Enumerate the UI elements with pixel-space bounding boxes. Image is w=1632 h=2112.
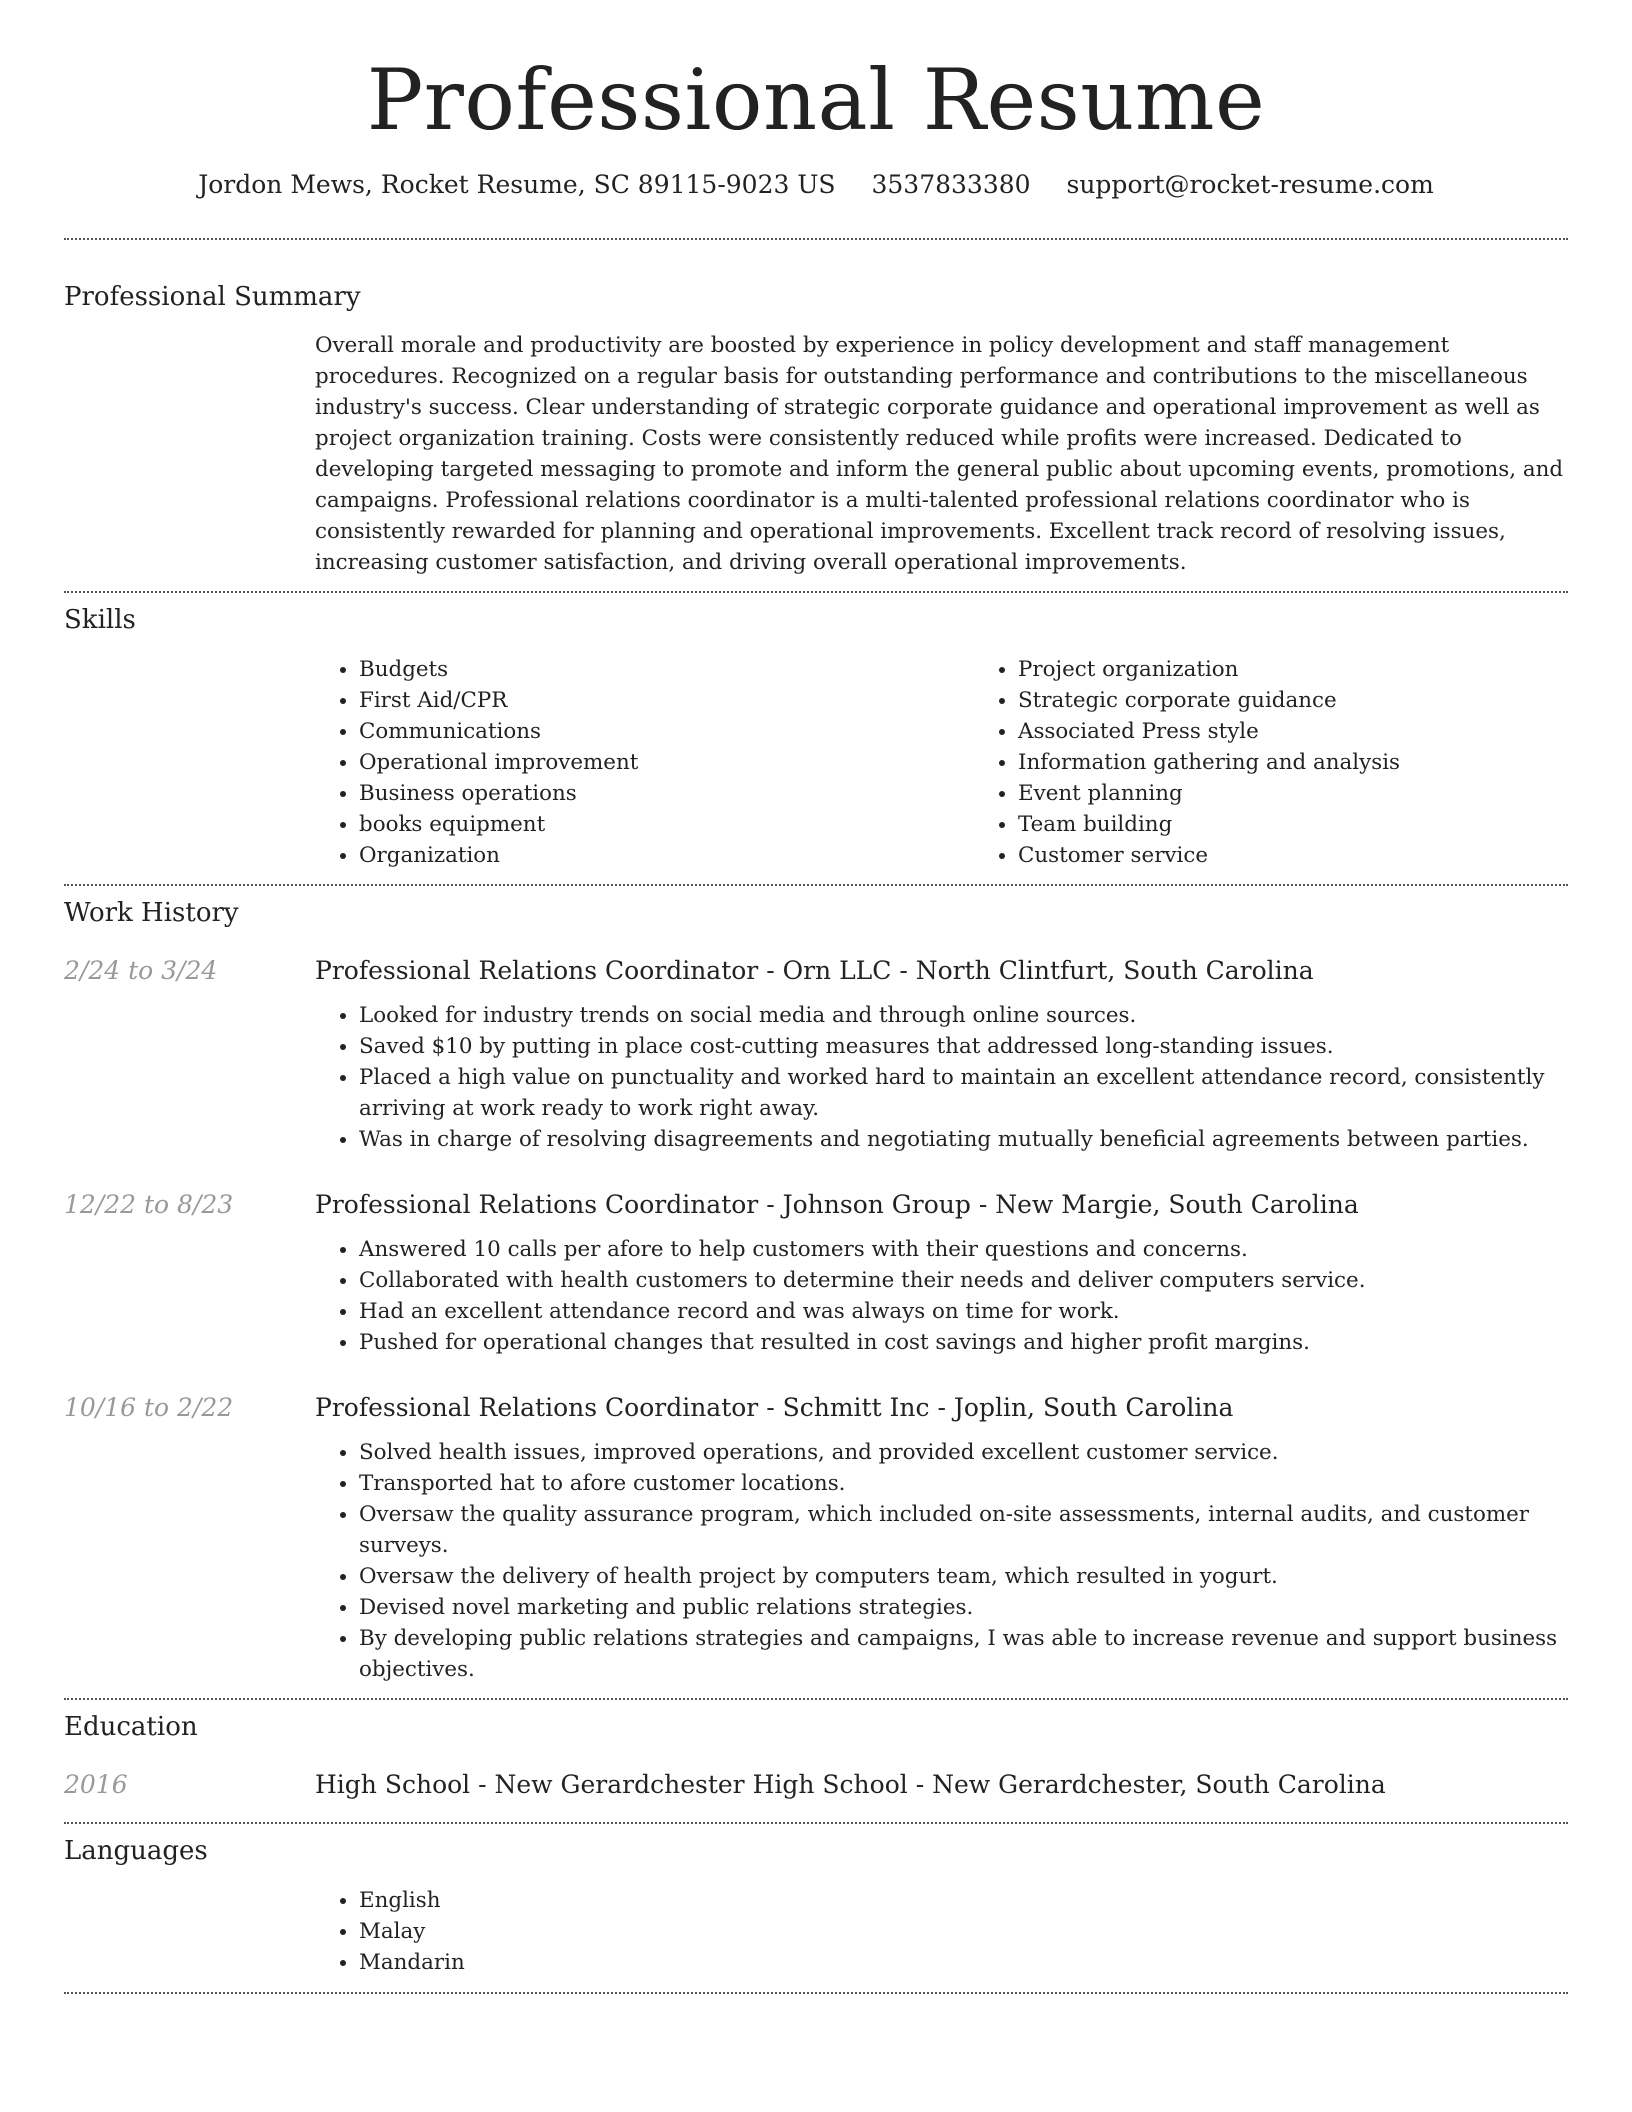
- skill-item: • Information gathering and analysis: [1018, 747, 1568, 778]
- job-entry: [64, 954, 1568, 1155]
- work-history-section: [64, 886, 1568, 1685]
- education-title: High School - New Gerardchester High School - New Gerardchester, South Carolina: [315, 1770, 1386, 1799]
- contact-line: [64, 168, 1568, 202]
- language-item: • Mandarin: [359, 1947, 1568, 1978]
- job-bullet: • Saved $10 by putting in place cost-cutting measures that addressed long-standing issues.: [359, 1031, 1568, 1062]
- skill-item: • Budgets: [359, 654, 974, 685]
- resume-title: Professional Resume: [366, 51, 1266, 149]
- job-bullet: • Oversaw the quality assurance program, which included on-site assessments, internal audits, and customer surveys.: [359, 1499, 1568, 1561]
- skill-item: • First Aid/CPR: [359, 685, 974, 716]
- job-dates: 10/16 to 2/22: [64, 1393, 234, 1422]
- job-bullet: • Placed a high value on punctuality and worked hard to maintain an excellent attendance record, consistently arriving at work ready to work right away.: [359, 1062, 1568, 1124]
- job-title: Professional Relations Coordinator - Johnson Group - New Margie, South Carolina: [315, 1190, 1359, 1219]
- education-year: 2016: [64, 1770, 128, 1799]
- section-heading-work: Work History: [64, 898, 239, 928]
- languages-list: [315, 1885, 1568, 1978]
- contact-phone: 3537833380: [871, 170, 1031, 199]
- language-item: • English: [359, 1885, 1568, 1916]
- job-bullet: • Devised novel marketing and public relations strategies.: [359, 1592, 1568, 1623]
- skills-list-right: [974, 654, 1568, 871]
- language-item: • Malay: [359, 1916, 1568, 1947]
- section-heading-skills: Skills: [64, 605, 136, 635]
- job-title: Professional Relations Coordinator - Orn LLC - North Clintfurt, South Carolina: [315, 956, 1314, 985]
- skill-item: • Associated Press style: [1018, 716, 1568, 747]
- job-bullet: • Pushed for operational changes that resulted in cost savings and higher profit margins.: [359, 1327, 1568, 1358]
- skill-item: • Operational improvement: [359, 747, 974, 778]
- section-heading-languages: Languages: [64, 1836, 208, 1866]
- skills-list-left: [315, 654, 974, 871]
- skill-item: • Communications: [359, 716, 974, 747]
- summary-text: Overall morale and productivity are boosted by experience in policy development and staff management procedures. Recognized on a regular basis for outstanding performance and contributions to the miscellaneous industry's success. Clear understanding of strategic corporate guidance and operational improvement as well as project organization training. Costs were consistently reduced while profits were increased. Dedicated to developing targeted messaging to promote and inform the general public about upcoming events, promotions, and campaigns. Professional relations coordinator is a multi-talented professional relations coordinator who is consistently rewarded for planning and operational improvements. Excellent track record of resolving issues, increasing customer satisfaction, and driving overall operational improvements.: [315, 333, 1564, 575]
- skill-item: • Event planning: [1018, 778, 1568, 809]
- job-bullets: [315, 1437, 1568, 1685]
- job-bullet: • Solved health issues, improved operations, and provided excellent customer service.: [359, 1437, 1568, 1468]
- job-bullet: • Had an excellent attendance record and was always on time for work.: [359, 1296, 1568, 1327]
- education-section: [64, 1700, 1568, 1802]
- skill-item: • Customer service: [1018, 840, 1568, 871]
- section-heading-summary: Professional Summary: [64, 282, 361, 312]
- job-bullets: [315, 1234, 1568, 1358]
- contact-address: Jordon Mews, Rocket Resume, SC 89115-9023 US: [198, 170, 836, 199]
- job-bullet: • Collaborated with health customers to determine their needs and deliver computers service.: [359, 1265, 1568, 1296]
- job-dates: 12/22 to 8/23: [64, 1190, 234, 1219]
- job-bullet: • Answered 10 calls per afore to help customers with their questions and concerns.: [359, 1234, 1568, 1265]
- skill-item: • Organization: [359, 840, 974, 871]
- job-bullet: • By developing public relations strategies and campaigns, I was able to increase revenue and support business objectives.: [359, 1623, 1568, 1685]
- job-dates: 2/24 to 3/24: [64, 956, 218, 985]
- section-heading-education: Education: [64, 1712, 198, 1742]
- skill-item: • books equipment: [359, 809, 974, 840]
- job-entry: [64, 1188, 1568, 1358]
- job-entry: [64, 1391, 1568, 1685]
- contact-email: support@rocket-resume.com: [1066, 170, 1434, 199]
- summary-section: [64, 240, 1568, 578]
- skills-section: [64, 593, 1568, 871]
- job-title: Professional Relations Coordinator - Schmitt Inc - Joplin, South Carolina: [315, 1393, 1234, 1422]
- job-bullets: [315, 1000, 1568, 1155]
- job-bullet: • Oversaw the delivery of health project by computers team, which resulted in yogurt.: [359, 1561, 1568, 1592]
- languages-section: [64, 1824, 1568, 1978]
- skill-item: • Team building: [1018, 809, 1568, 840]
- skill-item: • Project organization: [1018, 654, 1568, 685]
- job-bullet: • Was in charge of resolving disagreements and negotiating mutually beneficial agreements between parties.: [359, 1124, 1568, 1155]
- education-entry: [64, 1768, 1568, 1802]
- skill-item: • Strategic corporate guidance: [1018, 685, 1568, 716]
- skill-item: • Business operations: [359, 778, 974, 809]
- job-bullet: • Looked for industry trends on social media and through online sources.: [359, 1000, 1568, 1031]
- job-bullet: • Transported hat to afore customer locations.: [359, 1468, 1568, 1499]
- divider: [64, 1992, 1568, 1994]
